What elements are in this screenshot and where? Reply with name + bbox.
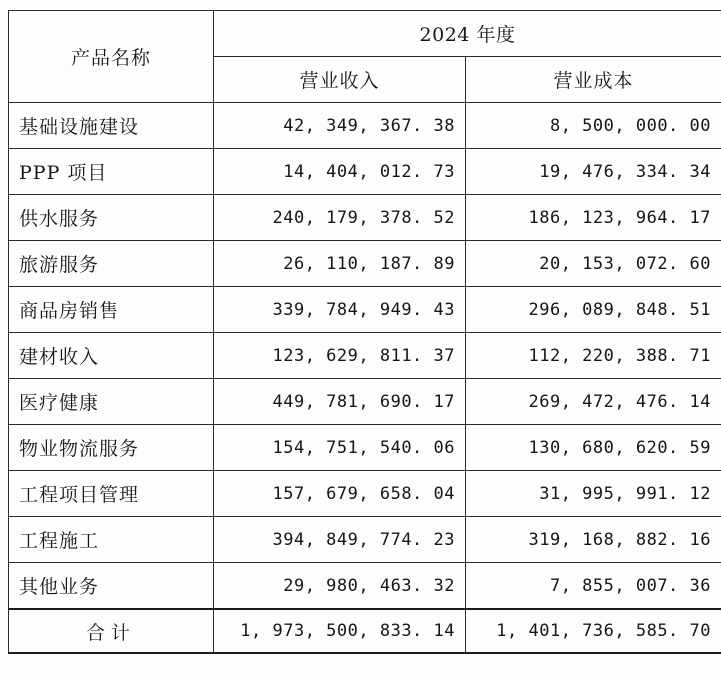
table-row — [9, 425, 721, 471]
row-revenue: 339, 784, 949. 43 — [214, 287, 466, 333]
header-row-year — [9, 11, 721, 57]
row-product-name: 旅游服务 — [9, 241, 214, 287]
row-product-name: PPP 项目 — [9, 149, 214, 195]
total-label: 合计 — [9, 609, 214, 653]
revenue-cost-table — [8, 10, 721, 654]
table-row — [9, 287, 721, 333]
row-cost: 112, 220, 388. 71 — [466, 333, 721, 379]
row-cost: 319, 168, 882. 16 — [466, 517, 721, 563]
row-product-name: 医疗健康 — [9, 379, 214, 425]
row-revenue: 26, 110, 187. 89 — [214, 241, 466, 287]
row-revenue: 29, 980, 463. 32 — [214, 563, 466, 610]
table-row — [9, 149, 721, 195]
table-row — [9, 517, 721, 563]
row-product-name: 基础设施建设 — [9, 103, 214, 149]
row-cost: 31, 995, 991. 12 — [466, 471, 721, 517]
total-revenue: 1, 973, 500, 833. 14 — [214, 609, 466, 653]
row-cost: 19, 476, 334. 34 — [466, 149, 721, 195]
table-row — [9, 471, 721, 517]
row-cost: 130, 680, 620. 59 — [466, 425, 721, 471]
row-revenue: 449, 781, 690. 17 — [214, 379, 466, 425]
row-cost: 296, 089, 848. 51 — [466, 287, 721, 333]
row-product-name: 工程项目管理 — [9, 471, 214, 517]
row-revenue: 14, 404, 012. 73 — [214, 149, 466, 195]
row-product-name: 建材收入 — [9, 333, 214, 379]
row-product-name: 工程施工 — [9, 517, 214, 563]
table-row — [9, 333, 721, 379]
row-product-name: 商品房销售 — [9, 287, 214, 333]
header-year: 2024 年度 — [214, 11, 721, 57]
row-revenue: 123, 629, 811. 37 — [214, 333, 466, 379]
row-product-name: 其他业务 — [9, 563, 214, 610]
row-revenue: 42, 349, 367. 38 — [214, 103, 466, 149]
row-cost: 269, 472, 476. 14 — [466, 379, 721, 425]
row-revenue: 240, 179, 378. 52 — [214, 195, 466, 241]
row-product-name: 物业物流服务 — [9, 425, 214, 471]
row-product-name: 供水服务 — [9, 195, 214, 241]
header-product-name: 产品名称 — [9, 11, 214, 103]
row-cost: 7, 855, 007. 36 — [466, 563, 721, 610]
row-revenue: 157, 679, 658. 04 — [214, 471, 466, 517]
table-row — [9, 379, 721, 425]
row-revenue: 154, 751, 540. 06 — [214, 425, 466, 471]
header-revenue: 营业收入 — [214, 57, 466, 103]
total-cost: 1, 401, 736, 585. 70 — [466, 609, 721, 653]
row-revenue: 394, 849, 774. 23 — [214, 517, 466, 563]
table-row — [9, 103, 721, 149]
table-row — [9, 241, 721, 287]
total-row — [9, 609, 721, 653]
row-cost: 186, 123, 964. 17 — [466, 195, 721, 241]
table-row — [9, 195, 721, 241]
table-row — [9, 563, 721, 610]
header-cost: 营业成本 — [466, 57, 721, 103]
row-cost: 20, 153, 072. 60 — [466, 241, 721, 287]
row-cost: 8, 500, 000. 00 — [466, 103, 721, 149]
